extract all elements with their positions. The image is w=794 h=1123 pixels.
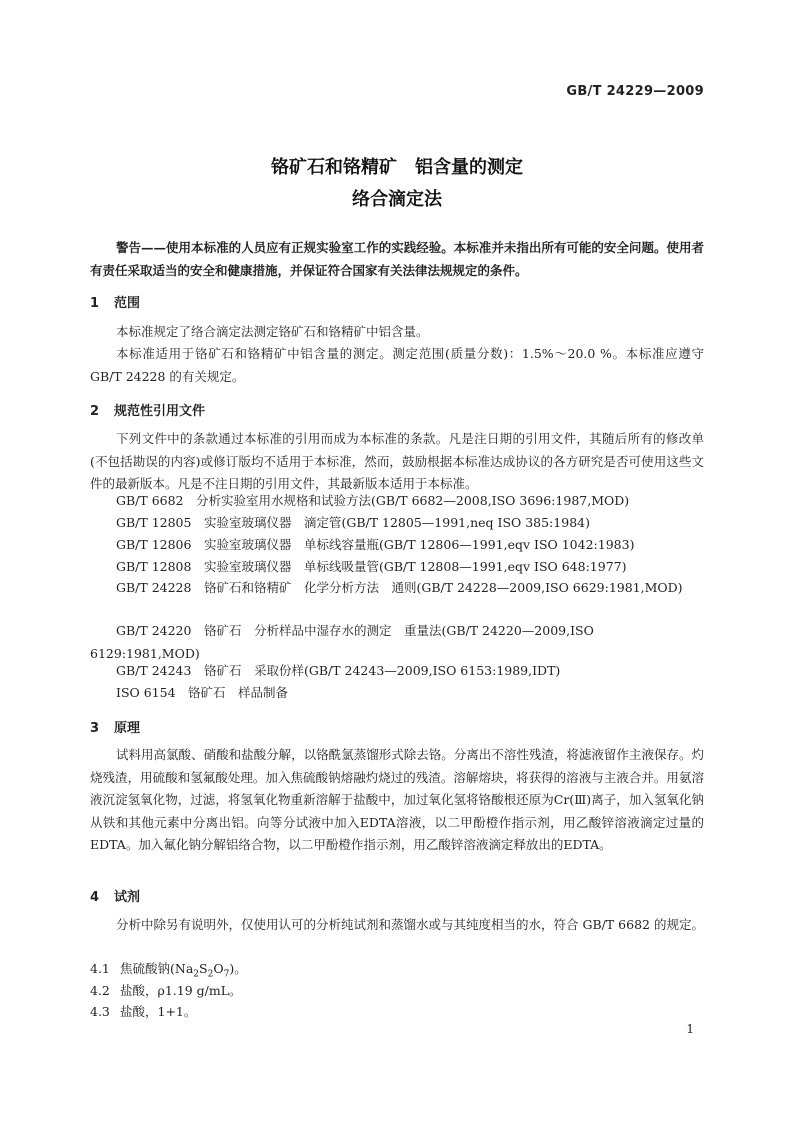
scope-paragraph: 本标准适用于铬矿石和铬精矿中铝含量的测定。测定范围(质量分数)：1.5%～20.0 %。本标准应遵守 GB/T 24228 的有关规定。	[90, 346, 704, 384]
item-text: 焦硫酸钠$(Na_2S_2O_7)$。	[120, 961, 247, 980]
section-heading-normative-refs	[90, 400, 205, 419]
refs-intro-paragraph: 下列文件中的条款通过本标准的引用而成为本标准的条款。凡是注日期的引用文件，其随后所有的修改单(不包括勘误的内容)或修订版均不适用于本标准，然而，鼓励根据本标准达成协议的各方研究是否可使用这些文件的最新版本。凡是不注日期的引用文件，其最新版本适用于本标准。	[90, 431, 704, 491]
reference-entry: GB/T 24228 铬矿石和铬精矿 化学分析方法 通则(GB/T 24228—2009,ISO 6629:1981,MOD)	[116, 580, 683, 595]
section-title: 试剂	[114, 890, 141, 905]
reagent-item	[90, 980, 704, 1003]
reagent-item	[90, 1001, 704, 1024]
section-title: 原理	[114, 721, 141, 736]
reference-entry: GB/T 12805 实验室玻璃仪器 滴定管(GB/T 12805—1991,neq ISO 385:1984)	[116, 515, 590, 530]
section-heading-reagents	[90, 886, 140, 905]
principle-paragraph: 试料用高氯酸、硝酸和盐酸分解，以铬酰氯蒸馏形式除去铬。分离出不溶性残渣，将滤液留作主液保存。灼烧残渣，用硫酸和氢氟酸处理。加入焦硫酸钠熔融灼烧过的残渣。溶解熔块，将获得的溶液与主液合并。用氨溶液沉淀氢氧化物，过滤，将氢氧化物重新溶解于盐酸中，加过氧化氢将铬酸根还原为Cr(Ⅲ)离子，加入氢氧化钠从铁和其他元素中分离出铝。向等分试液中加入EDTA溶液，以二甲酚橙作指示剂，用乙酸锌溶液滴定过量的EDTA。加入氟化钠分解铝络合物，以二甲酚橙作指示剂，用乙酸锌溶液滴定释放出的EDTA。	[90, 747, 704, 852]
section-number: 4	[90, 890, 100, 905]
section-heading-scope	[90, 292, 140, 311]
section-number: 1	[90, 296, 100, 311]
reference-entry: GB/T 12808 实验室玻璃仪器 单标线吸量管(GB/T 12808—1991,eqv ISO 648:1977)	[116, 559, 627, 574]
item-number: 4.3	[90, 1004, 110, 1019]
item-number: 4.1	[90, 961, 110, 976]
warning-paragraph: 警告——使用本标准的人员应有正规实验室工作的实践经验。本标准并未指出所有可能的安全问题。使用者有责任采取适当的安全和健康措施，并保证符合国家有关法律法规规定的条件。	[90, 240, 704, 278]
reference-entry: GB/T 12806 实验室玻璃仪器 单标线容量瓶(GB/T 12806—1991,eqv ISO 1042:1983)	[116, 537, 635, 552]
document-subtitle: 络合滴定法	[352, 189, 442, 210]
item-text: 盐酸，1+1。	[120, 1004, 197, 1019]
section-title: 范围	[114, 296, 141, 311]
reference-entry: GB/T 6682 分析实验室用水规格和试验方法(GB/T 6682—2008,ISO 3696:1987,MOD)	[116, 493, 630, 508]
reference-entry: GB/T 24220 铬矿石 分析样品中湿存水的测定 重量法(GB/T 24220—2009,ISO 6129:1981,MOD)	[90, 623, 594, 661]
section-heading-principle	[90, 717, 140, 736]
reference-entry: GB/T 24243 铬矿石 采取份样(GB/T 24243—2009,ISO 6153:1989,IDT)	[116, 663, 561, 678]
reagents-intro-paragraph: 分析中除另有说明外，仅使用认可的分析纯试剂和蒸馏水或与其纯度相当的水，符合 GB/T 6682 的规定。	[116, 917, 704, 932]
section-title: 规范性引用文件	[114, 404, 206, 419]
item-text: 盐酸，ρ1.19 g/mL。	[120, 983, 242, 998]
scope-paragraph: 本标准规定了络合滴定法测定铬矿石和铬精矿中铝含量。	[116, 324, 429, 339]
section-number: 3	[90, 721, 100, 736]
document-title: 铬矿石和铬精矿 铝含量的测定	[271, 157, 523, 178]
page-number: 1	[686, 1022, 694, 1036]
section-number: 2	[90, 404, 100, 419]
reference-entry: ISO 6154 铬矿石 样品制备	[116, 685, 289, 700]
standard-code: GB/T 24229—2009	[566, 84, 704, 99]
item-number: 4.2	[90, 983, 110, 998]
